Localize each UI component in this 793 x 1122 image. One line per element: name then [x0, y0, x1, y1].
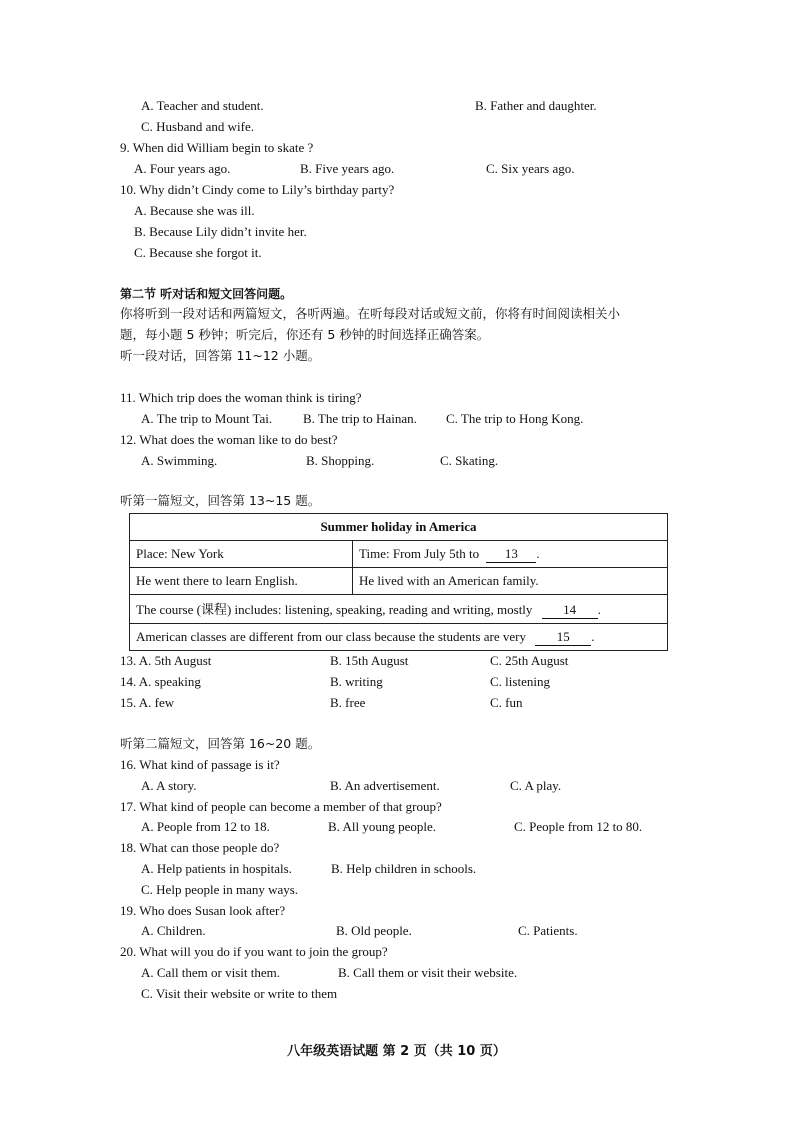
- blank-13: 13: [486, 546, 536, 563]
- blank-15: 15: [535, 629, 591, 646]
- table-cell-place: [130, 541, 353, 568]
- classes-text: American classes are different from our class because the students are very: [136, 628, 526, 644]
- passage1-intro: 听第一篇短文，回答第 13~15 题。: [120, 493, 321, 508]
- q17-option-a: A. People from 12 to 18.: [141, 819, 270, 834]
- passage2-intro: 听第二篇短文，回答第 16~20 题。: [120, 736, 321, 751]
- summer-holiday-table: [129, 513, 668, 651]
- q12-option-c: C. Skating.: [440, 453, 499, 468]
- q18-option-b: B. Help children in schools.: [331, 861, 477, 876]
- q12-stem: 12. What does the woman like to do best?: [120, 432, 338, 447]
- table-cell-time: [353, 541, 668, 568]
- q9-stem: 9. When did William begin to skate ?: [120, 140, 314, 155]
- course-period: .: [597, 602, 601, 617]
- q8-option-c: C. Husband and wife.: [141, 119, 255, 134]
- q12-option-b: B. Shopping.: [306, 453, 375, 468]
- q16-option-b: B. An advertisement.: [330, 778, 440, 793]
- q19-stem: 19. Who does Susan look after?: [120, 903, 286, 918]
- instructions-line-1: 你将听到一段对话和两篇短文，各听两遍。在听每段对话或短文前，你将有时间阅读相关小: [120, 306, 621, 321]
- q10-option-b: B. Because Lily didn’t invite her.: [134, 224, 307, 239]
- q13-option-a: 13. A. 5th August: [120, 653, 212, 668]
- q8-option-a: A. Teacher and student.: [141, 98, 264, 113]
- q11-option-c: C. The trip to Hong Kong.: [446, 411, 584, 426]
- table-cell-classes: [130, 624, 668, 651]
- time-period: .: [536, 545, 540, 561]
- q14-option-a: 14. A. speaking: [120, 674, 201, 689]
- q20-option-a: A. Call them or visit them.: [141, 965, 281, 980]
- q15-option-a: 15. A. few: [120, 695, 175, 710]
- went-text: He went there to learn English.: [136, 573, 298, 588]
- q17-option-c: C. People from 12 to 80.: [514, 819, 643, 834]
- blank-14: 14: [542, 602, 598, 619]
- q10-option-c: C. Because she forgot it.: [134, 245, 262, 260]
- table-cell-course: [130, 595, 668, 624]
- q20-stem: 20. What will you do if you want to join the group?: [120, 944, 388, 959]
- q8-option-b: B. Father and daughter.: [475, 98, 597, 113]
- q9-option-a: A. Four years ago.: [134, 161, 231, 176]
- table-cell-lived: [353, 568, 668, 595]
- q11-option-a: A. The trip to Mount Tai.: [141, 411, 273, 426]
- q13-option-b: B. 15th August: [330, 653, 409, 668]
- table-title: Summer holiday in America: [130, 514, 668, 541]
- q13-option-c: C. 25th August: [490, 653, 569, 668]
- section-heading: 第二节 听对话和短文回答问题。: [120, 287, 293, 301]
- q15-option-b: B. free: [330, 695, 366, 710]
- q14-option-c: C. listening: [490, 674, 550, 689]
- q9-option-c: C. Six years ago.: [486, 161, 575, 176]
- q17-option-b: B. All young people.: [328, 819, 436, 834]
- table-cell-went: [130, 568, 353, 595]
- q18-option-a: A. Help patients in hospitals.: [141, 861, 292, 876]
- q19-option-a: A. Children.: [141, 923, 206, 938]
- q11-option-b: B. The trip to Hainan.: [303, 411, 417, 426]
- q16-stem: 16. What kind of passage is it?: [120, 757, 280, 772]
- instructions-line-2: 题，每小题 5 秒钟；听完后，你还有 5 秒钟的时间选择正确答案。: [120, 327, 490, 342]
- q20-option-c: C. Visit their website or write to them: [141, 986, 338, 1001]
- q17-stem: 17. What kind of people can become a member of that group?: [120, 799, 442, 814]
- page-footer: 八年级英语试题 第 2 页（共 10 页）: [287, 1044, 506, 1059]
- time-text: Time: From July 5th to: [359, 545, 480, 561]
- q16-option-c: C. A play.: [510, 778, 562, 793]
- lived-text: He lived with an American family.: [359, 573, 539, 588]
- dialog-intro: 听一段对话，回答第 11~12 小题。: [120, 348, 321, 363]
- classes-period: .: [591, 628, 595, 644]
- q12-option-a: A. Swimming.: [141, 453, 218, 468]
- course-text: The course (课程) includes: listening, speaking, reading and writing, mostly: [136, 602, 533, 617]
- q18-stem: 18. What can those people do?: [120, 840, 280, 855]
- q11-stem: 11. Which trip does the woman think is tiring?: [120, 390, 362, 405]
- q19-option-b: B. Old people.: [336, 923, 412, 938]
- q19-option-c: C. Patients.: [518, 923, 578, 938]
- q10-option-a: A. Because she was ill.: [134, 203, 255, 218]
- q18-option-c: C. Help people in many ways.: [141, 882, 299, 897]
- q9-option-b: B. Five years ago.: [300, 161, 395, 176]
- q15-option-c: C. fun: [490, 695, 523, 710]
- q14-option-b: B. writing: [330, 674, 383, 689]
- q16-option-a: A. A story.: [141, 778, 197, 793]
- place-text: Place: New York: [136, 546, 224, 561]
- q10-stem: 10. Why didn’t Cindy come to Lily’s birthday party?: [120, 182, 395, 197]
- q20-option-b: B. Call them or visit their website.: [338, 965, 518, 980]
